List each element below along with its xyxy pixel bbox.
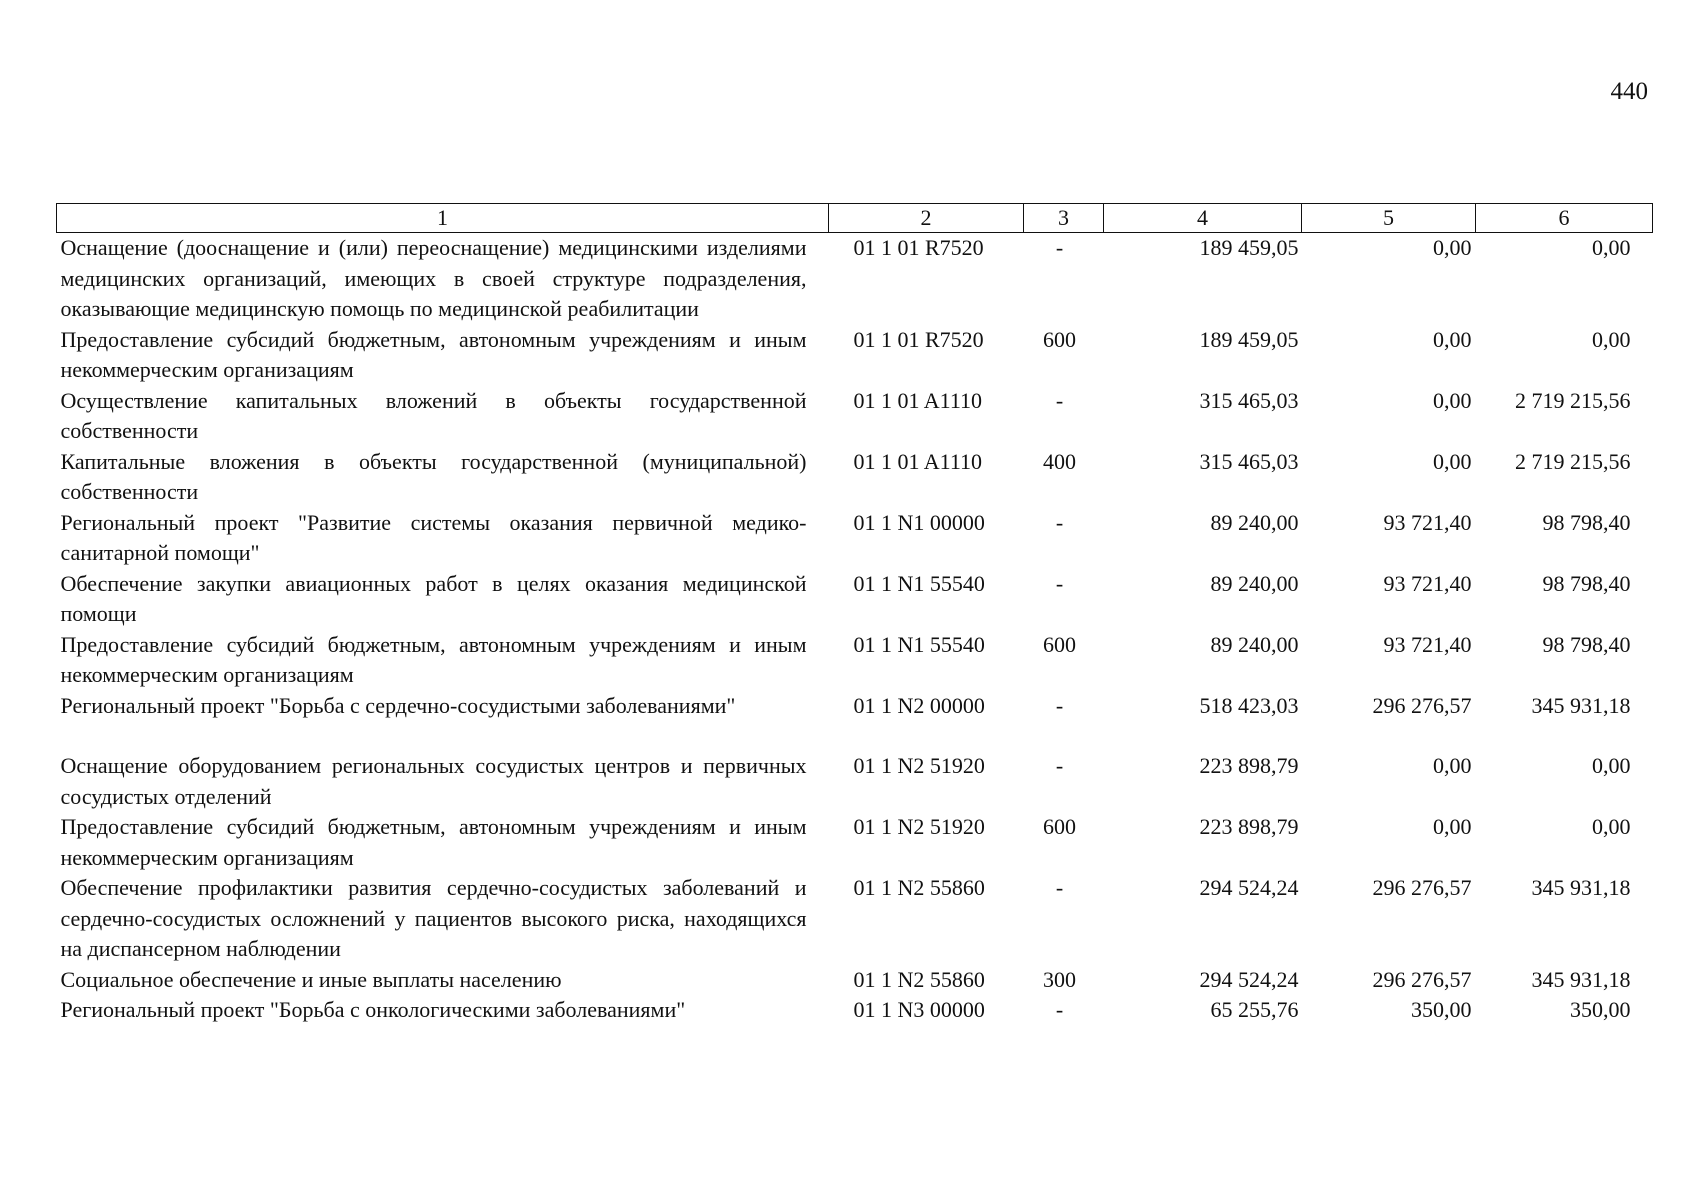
row-code: 01 1 N1 55540: [853, 631, 985, 657]
row-value-col5: 0,00: [1433, 235, 1472, 260]
row-code: 01 1 N1 00000: [853, 509, 985, 535]
row-value-col4: 65 255,76: [1210, 997, 1299, 1022]
row-name: Региональный проект "Развитие системы оказания первичной медико-санитарной помощи": [60, 509, 807, 565]
row-name: Социальное обеспечение и иные выплаты населению: [60, 966, 562, 992]
row-name: Предоставление субсидий бюджетным, автономным учреждениям и иным некоммерческим организациям: [60, 631, 807, 687]
row-value-col6: 345 931,18: [1531, 692, 1631, 718]
row-name: Региональный проект "Борьба с сердечно-сосудистыми заболеваниями": [60, 692, 736, 718]
row-value-col6: 350,00: [1570, 997, 1631, 1022]
row-code: 01 1 01 A1110: [853, 448, 983, 474]
row-name: Региональный проект "Борьба с онкологическими заболеваниями": [60, 997, 686, 1022]
row-value-col4: 315 465,03: [1199, 448, 1299, 474]
row-expense-type: 400: [1043, 448, 1076, 474]
row-name: Капитальные вложения в объекты государственной (муниципальной) собственности: [60, 448, 807, 504]
row-name: Оснащение (дооснащение и (или) переоснащение) медицинскими изделиями медицинских организаций, имеющих в своей структуре подразделения, оказывающие медицинскую помощь по медицинской реабилитации: [60, 235, 807, 321]
row-value-col5: 0,00: [1433, 326, 1472, 352]
row-code: 01 1 N1 55540: [853, 570, 985, 596]
row-code: 01 1 N2 55860: [853, 875, 985, 900]
header-col-2: 2: [829, 204, 1024, 233]
row-code: 01 1 N3 00000: [853, 997, 985, 1022]
table-row: [57, 965, 1653, 996]
row-value-col5: 0,00: [1433, 753, 1472, 778]
row-value-col5: 93 721,40: [1383, 631, 1472, 657]
row-value-col6: 98 798,40: [1542, 570, 1631, 596]
row-code: 01 1 N2 00000: [853, 692, 985, 718]
header-col-4: 4: [1104, 204, 1302, 233]
row-code: 01 1 N2 51920: [853, 753, 985, 778]
table-row: [57, 995, 1653, 1026]
row-value-col4: 89 240,00: [1210, 631, 1299, 657]
row-expense-type: -: [1055, 235, 1064, 260]
header-col-3: 3: [1024, 204, 1104, 233]
row-value-col5: 0,00: [1433, 814, 1472, 839]
row-expense-type: -: [1055, 570, 1064, 596]
row-name: Обеспечение профилактики развития сердечно-сосудистых заболеваний и сердечно-сосудистых осложнений у пациентов высокого риска, находящихся на диспансерном наблюдении: [60, 875, 807, 961]
row-value-col4: 315 465,03: [1199, 387, 1299, 413]
row-value-col6: 0,00: [1592, 814, 1631, 839]
row-expense-type: -: [1055, 753, 1064, 778]
row-value-col5: 350,00: [1411, 997, 1472, 1022]
row-code: 01 1 01 R7520: [853, 235, 984, 260]
table-row: [57, 386, 1653, 447]
row-code: 01 1 N2 51920: [853, 814, 985, 839]
header-col-6: 6: [1476, 204, 1653, 233]
table-row: [57, 751, 1653, 812]
row-name: Предоставление субсидий бюджетным, автономным учреждениям и иным некоммерческим организациям: [60, 326, 807, 382]
row-value-col6: 98 798,40: [1542, 509, 1631, 535]
table-row: [57, 630, 1653, 691]
row-value-col6: 0,00: [1592, 235, 1631, 260]
row-expense-type: -: [1055, 997, 1064, 1022]
row-value-col4: 89 240,00: [1210, 509, 1299, 535]
table-row: [57, 447, 1653, 508]
row-expense-type: -: [1055, 692, 1064, 718]
row-name: Оснащение оборудованием региональных сосудистых центров и первичных сосудистых отделений: [60, 753, 807, 809]
row-expense-type: 300: [1043, 966, 1076, 992]
row-value-col5: 0,00: [1433, 448, 1472, 474]
row-code: 01 1 01 A1110: [853, 387, 983, 413]
row-expense-type: -: [1055, 509, 1064, 535]
row-value-col5: 296 276,57: [1372, 966, 1472, 992]
row-name: Предоставление субсидий бюджетным, автономным учреждениям и иным некоммерческим организациям: [60, 814, 807, 870]
table-row: [57, 873, 1653, 965]
row-expense-type: 600: [1043, 631, 1076, 657]
row-value-col6: 0,00: [1592, 753, 1631, 778]
row-expense-type: 600: [1043, 814, 1076, 839]
header-col-5: 5: [1302, 204, 1476, 233]
row-value-col5: 93 721,40: [1383, 509, 1472, 535]
page-number: 440: [1610, 78, 1648, 105]
header-col-1: 1: [57, 204, 829, 233]
table-row: [57, 812, 1653, 873]
row-value-col5: 296 276,57: [1372, 875, 1472, 900]
table-row: [57, 508, 1653, 569]
row-value-col6: 2 719 215,56: [1515, 387, 1631, 413]
row-value-col6: 345 931,18: [1531, 966, 1631, 992]
row-value-col4: 518 423,03: [1199, 692, 1299, 718]
row-name: Осуществление капитальных вложений в объекты государственной собственности: [60, 387, 807, 443]
row-value-col5: 93 721,40: [1383, 570, 1472, 596]
row-value-col5: 296 276,57: [1372, 692, 1472, 718]
row-value-col4: 223 898,79: [1199, 814, 1299, 839]
row-value-col6: 98 798,40: [1542, 631, 1631, 657]
row-value-col4: 294 524,24: [1199, 875, 1299, 900]
table-row: [57, 691, 1653, 752]
row-code: 01 1 N2 55860: [853, 966, 985, 992]
row-expense-type: -: [1055, 875, 1064, 900]
table-row: [57, 569, 1653, 630]
row-value-col4: 223 898,79: [1199, 753, 1299, 778]
row-code: 01 1 01 R7520: [853, 326, 984, 352]
table-header-row: [57, 204, 1653, 233]
row-value-col6: 2 719 215,56: [1515, 448, 1631, 474]
table-row: [57, 233, 1653, 325]
table-row: [57, 325, 1653, 386]
row-value-col5: 0,00: [1433, 387, 1472, 413]
row-name: Обеспечение закупки авиационных работ в целях оказания медицинской помощи: [60, 570, 807, 626]
row-value-col4: 89 240,00: [1210, 570, 1299, 596]
row-value-col6: 345 931,18: [1531, 875, 1631, 900]
row-expense-type: -: [1055, 387, 1064, 413]
row-expense-type: 600: [1043, 326, 1076, 352]
row-value-col4: 189 459,05: [1199, 235, 1299, 260]
row-value-col6: 0,00: [1592, 326, 1631, 352]
row-value-col4: 294 524,24: [1199, 966, 1299, 992]
budget-table: [56, 203, 1653, 1026]
row-value-col4: 189 459,05: [1199, 326, 1299, 352]
